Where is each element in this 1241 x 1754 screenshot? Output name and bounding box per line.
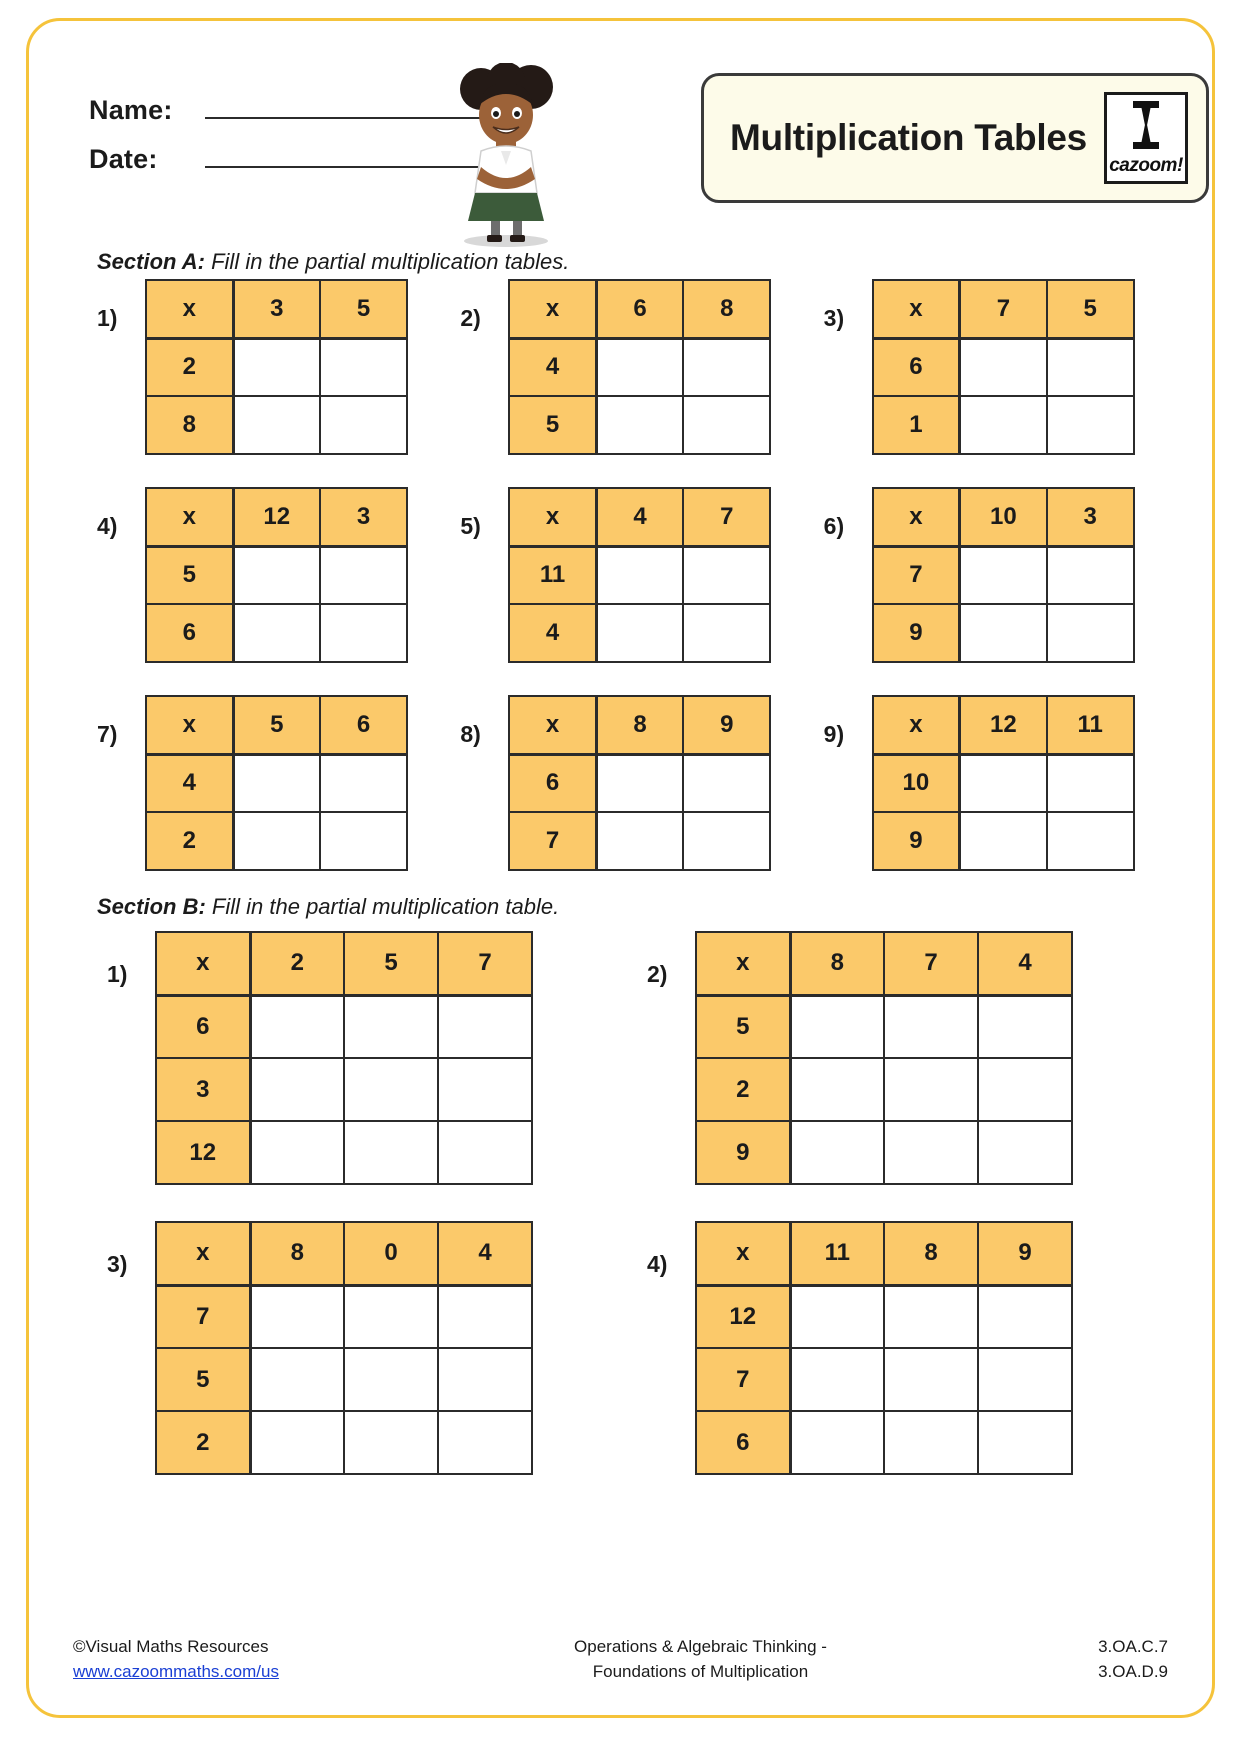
multiplication-table	[145, 695, 408, 871]
answer-cell[interactable]	[1047, 604, 1134, 662]
table-row	[146, 812, 407, 870]
answer-cell[interactable]	[596, 396, 683, 454]
answer-cell[interactable]	[320, 754, 407, 812]
row-header-cell: 4	[146, 754, 233, 812]
row-header-cell: 4	[509, 604, 596, 662]
row-header-cell: 6	[509, 754, 596, 812]
multiplication-table	[145, 487, 408, 663]
date-label: Date:	[89, 144, 158, 174]
table-header-row	[873, 696, 1134, 754]
row-header-cell: 12	[696, 1285, 790, 1348]
row-header-cell: 5	[509, 396, 596, 454]
column-header-cell: 9	[683, 696, 770, 754]
multiply-symbol-cell: x	[873, 488, 960, 546]
row-header-cell: 12	[156, 1121, 250, 1184]
answer-cell[interactable]	[1047, 338, 1134, 396]
answer-cell[interactable]	[978, 1121, 1072, 1184]
column-header-cell: 10	[960, 488, 1047, 546]
answer-cell[interactable]	[790, 1121, 884, 1184]
answer-cell[interactable]	[250, 1285, 344, 1348]
table-header-row	[146, 280, 407, 338]
table-row	[696, 1348, 1072, 1411]
multiplication-table	[508, 279, 771, 455]
answer-cell[interactable]	[978, 1058, 1072, 1121]
answer-cell[interactable]	[233, 396, 320, 454]
table-row	[509, 604, 770, 662]
exercise-item	[824, 487, 1187, 663]
column-header-cell: 8	[683, 280, 770, 338]
table-row	[156, 1121, 532, 1184]
column-header-cell: 5	[233, 696, 320, 754]
multiplication-table	[695, 1221, 1073, 1475]
exercise-item	[107, 1221, 647, 1475]
table-row	[696, 995, 1072, 1058]
exercise-item	[824, 279, 1187, 455]
exercise-number: 5)	[460, 513, 481, 539]
answer-cell[interactable]	[233, 812, 320, 870]
answer-cell[interactable]	[884, 1285, 978, 1348]
row-header-cell: 6	[696, 1411, 790, 1474]
table-row	[156, 1285, 532, 1348]
worksheet-header	[89, 71, 1209, 231]
table-row	[873, 546, 1134, 604]
table-row	[156, 1348, 532, 1411]
worksheet-title-box	[701, 73, 1209, 203]
multiply-symbol-cell: x	[509, 280, 596, 338]
name-field-row	[89, 95, 489, 126]
multiply-symbol-cell: x	[509, 488, 596, 546]
table-row	[873, 604, 1134, 662]
table-header-row	[873, 280, 1134, 338]
table-row	[509, 396, 770, 454]
exercise-item	[97, 279, 460, 455]
column-header-cell: 9	[978, 1222, 1072, 1285]
exercise-item	[97, 487, 460, 663]
row-header-cell: 9	[696, 1121, 790, 1184]
hourglass-icon	[1133, 101, 1159, 149]
answer-cell[interactable]	[884, 1121, 978, 1184]
answer-cell[interactable]	[596, 754, 683, 812]
answer-cell[interactable]	[250, 1411, 344, 1474]
table-header-row	[156, 1222, 532, 1285]
row-header-cell: 6	[873, 338, 960, 396]
answer-cell[interactable]	[233, 604, 320, 662]
table-row	[146, 396, 407, 454]
exercise-number: 4)	[97, 513, 118, 539]
column-header-cell: 2	[250, 932, 344, 995]
table-header-row	[156, 932, 532, 995]
table-header-row	[696, 1222, 1072, 1285]
answer-cell[interactable]	[320, 812, 407, 870]
answer-cell[interactable]	[683, 812, 770, 870]
answer-cell[interactable]	[683, 338, 770, 396]
multiply-symbol-cell: x	[146, 696, 233, 754]
exercise-item	[460, 695, 823, 871]
exercise-number: 6)	[823, 513, 845, 539]
table-row	[873, 812, 1134, 870]
multiplication-table	[508, 487, 771, 663]
section-a-heading	[97, 249, 569, 275]
logo-wordmark: cazoom!	[1109, 155, 1183, 176]
table-row	[873, 754, 1134, 812]
exercise-number: 2)	[647, 961, 668, 987]
answer-cell[interactable]	[790, 1348, 884, 1411]
row-header-cell: 1	[873, 396, 960, 454]
answer-cell[interactable]	[790, 995, 884, 1058]
multiplication-table	[145, 279, 408, 455]
exercise-item	[107, 931, 647, 1185]
table-header-row	[146, 488, 407, 546]
answer-cell[interactable]	[960, 546, 1047, 604]
answer-cell[interactable]	[790, 1058, 884, 1121]
row-header-cell: 7	[696, 1348, 790, 1411]
table-row	[156, 995, 532, 1058]
multiplication-table	[508, 695, 771, 871]
footer-right	[998, 1635, 1168, 1684]
footer-center	[403, 1635, 998, 1684]
exercise-number: 7)	[97, 721, 118, 747]
section-a-items	[97, 279, 1187, 871]
column-header-cell: 4	[438, 1222, 532, 1285]
multiply-symbol-cell: x	[873, 696, 960, 754]
answer-cell[interactable]	[438, 995, 532, 1058]
column-header-cell: 3	[1047, 488, 1134, 546]
column-header-cell: 7	[884, 932, 978, 995]
answer-cell[interactable]	[233, 338, 320, 396]
row-header-cell: 7	[509, 812, 596, 870]
answer-cell[interactable]	[438, 1285, 532, 1348]
answer-cell[interactable]	[884, 1058, 978, 1121]
table-row	[156, 1058, 532, 1121]
answer-cell[interactable]	[344, 1411, 438, 1474]
multiplication-table	[872, 279, 1135, 455]
exercise-item	[460, 279, 823, 455]
multiplication-table	[155, 1221, 533, 1475]
table-row	[146, 338, 407, 396]
standard-code-2: 3.OA.D.9	[1098, 1661, 1168, 1681]
row-header-cell: 9	[873, 604, 960, 662]
table-row	[696, 1058, 1072, 1121]
multiply-symbol-cell: x	[156, 932, 250, 995]
table-row	[509, 546, 770, 604]
website-link[interactable]: www.cazoommaths.com/us	[73, 1661, 279, 1681]
row-header-cell: 5	[146, 546, 233, 604]
exercise-item	[647, 1221, 1187, 1475]
exercise-number: 1)	[107, 961, 128, 987]
answer-cell[interactable]	[960, 396, 1047, 454]
column-header-cell: 3	[320, 488, 407, 546]
answer-cell[interactable]	[438, 1348, 532, 1411]
column-header-cell: 4	[978, 932, 1072, 995]
column-header-cell: 4	[596, 488, 683, 546]
answer-cell[interactable]	[884, 1348, 978, 1411]
column-header-cell: 6	[596, 280, 683, 338]
section-b-heading	[97, 894, 559, 920]
answer-cell[interactable]	[1047, 396, 1134, 454]
answer-cell[interactable]	[344, 995, 438, 1058]
exercise-number: 4)	[647, 1251, 668, 1277]
row-header-cell: 5	[156, 1348, 250, 1411]
table-row	[873, 338, 1134, 396]
column-header-cell: 6	[320, 696, 407, 754]
column-header-cell: 11	[1047, 696, 1134, 754]
exercise-number: 2)	[460, 305, 481, 331]
multiply-symbol-cell: x	[873, 280, 960, 338]
exercise-number: 9)	[823, 721, 845, 747]
section-b-instruction: Fill in the partial multiplication table.	[211, 894, 560, 919]
column-header-cell: 5	[320, 280, 407, 338]
table-header-row	[509, 488, 770, 546]
column-header-cell: 8	[250, 1222, 344, 1285]
section-b-label: Section B:	[97, 894, 206, 919]
table-row	[696, 1121, 1072, 1184]
answer-cell[interactable]	[683, 546, 770, 604]
date-field-row	[89, 144, 489, 175]
table-row	[873, 396, 1134, 454]
multiply-symbol-cell: x	[509, 696, 596, 754]
answer-cell[interactable]	[250, 1058, 344, 1121]
answer-cell[interactable]	[320, 546, 407, 604]
answer-cell[interactable]	[960, 604, 1047, 662]
answer-cell[interactable]	[320, 604, 407, 662]
answer-cell[interactable]	[250, 1348, 344, 1411]
table-row	[146, 754, 407, 812]
name-label: Name:	[89, 95, 173, 125]
column-header-cell: 7	[438, 932, 532, 995]
table-row	[509, 754, 770, 812]
table-row	[146, 546, 407, 604]
table-header-row	[873, 488, 1134, 546]
answer-cell[interactable]	[596, 338, 683, 396]
column-header-cell: 8	[596, 696, 683, 754]
exercise-number: 8)	[460, 721, 481, 747]
table-row	[509, 812, 770, 870]
column-header-cell: 7	[960, 280, 1047, 338]
page-title: Multiplication Tables	[730, 117, 1087, 158]
row-header-cell: 6	[146, 604, 233, 662]
answer-cell[interactable]	[978, 1285, 1072, 1348]
answer-cell[interactable]	[250, 995, 344, 1058]
row-header-cell: 7	[873, 546, 960, 604]
multiplication-table	[695, 931, 1073, 1185]
column-header-cell: 11	[790, 1222, 884, 1285]
multiply-symbol-cell: x	[156, 1222, 250, 1285]
answer-cell[interactable]	[438, 1411, 532, 1474]
row-header-cell: 9	[873, 812, 960, 870]
row-header-cell: 2	[156, 1411, 250, 1474]
table-row	[156, 1411, 532, 1474]
row-header-cell: 5	[696, 995, 790, 1058]
row-header-cell: 3	[156, 1058, 250, 1121]
standard-description-line1: Operations & Algebraic Thinking -	[574, 1637, 827, 1656]
answer-cell[interactable]	[438, 1121, 532, 1184]
table-row	[696, 1285, 1072, 1348]
name-date-block	[89, 95, 489, 193]
multiply-symbol-cell: x	[696, 1222, 790, 1285]
answer-cell[interactable]	[978, 1348, 1072, 1411]
column-header-cell: 12	[233, 488, 320, 546]
section-a-label: Section A:	[97, 249, 205, 274]
answer-cell[interactable]	[344, 1058, 438, 1121]
exercise-item	[460, 487, 823, 663]
column-header-cell: 7	[683, 488, 770, 546]
exercise-number: 3)	[107, 1251, 128, 1277]
answer-cell[interactable]	[344, 1285, 438, 1348]
column-header-cell: 0	[344, 1222, 438, 1285]
answer-cell[interactable]	[683, 396, 770, 454]
answer-cell[interactable]	[344, 1121, 438, 1184]
answer-cell[interactable]	[596, 546, 683, 604]
row-header-cell: 10	[873, 754, 960, 812]
answer-cell[interactable]	[596, 604, 683, 662]
row-header-cell: 6	[156, 995, 250, 1058]
answer-cell[interactable]	[960, 812, 1047, 870]
multiplication-table	[872, 487, 1135, 663]
row-header-cell: 2	[696, 1058, 790, 1121]
worksheet-footer	[73, 1635, 1168, 1695]
answer-cell[interactable]	[596, 812, 683, 870]
answer-cell[interactable]	[884, 995, 978, 1058]
multiplication-table	[155, 931, 533, 1185]
section-a-instruction: Fill in the partial multiplication tables.	[211, 249, 570, 274]
answer-cell[interactable]	[344, 1348, 438, 1411]
answer-cell[interactable]	[233, 754, 320, 812]
column-header-cell: 3	[233, 280, 320, 338]
column-header-cell: 5	[344, 932, 438, 995]
table-header-row	[509, 696, 770, 754]
exercise-number: 1)	[97, 305, 118, 331]
column-header-cell: 5	[1047, 280, 1134, 338]
answer-cell[interactable]	[683, 604, 770, 662]
answer-cell[interactable]	[1047, 754, 1134, 812]
row-header-cell: 7	[156, 1285, 250, 1348]
answer-cell[interactable]	[1047, 812, 1134, 870]
answer-cell[interactable]	[320, 338, 407, 396]
multiply-symbol-cell: x	[146, 280, 233, 338]
column-header-cell: 8	[884, 1222, 978, 1285]
row-header-cell: 11	[509, 546, 596, 604]
answer-cell[interactable]	[790, 1411, 884, 1474]
column-header-cell: 8	[790, 932, 884, 995]
answer-cell[interactable]	[978, 1411, 1072, 1474]
answer-cell[interactable]	[438, 1058, 532, 1121]
row-header-cell: 2	[146, 338, 233, 396]
row-header-cell: 4	[509, 338, 596, 396]
answer-cell[interactable]	[960, 338, 1047, 396]
multiplication-table	[872, 695, 1135, 871]
answer-cell[interactable]	[233, 546, 320, 604]
table-row	[696, 1411, 1072, 1474]
section-b-items	[107, 931, 1187, 1475]
answer-cell[interactable]	[978, 995, 1072, 1058]
student-mascot-illustration	[441, 63, 571, 248]
row-header-cell: 8	[146, 396, 233, 454]
cazoom-logo	[1104, 92, 1188, 184]
table-header-row	[696, 932, 1072, 995]
exercise-item	[824, 695, 1187, 871]
footer-left	[73, 1635, 403, 1684]
column-header-cell: 12	[960, 696, 1047, 754]
exercise-item	[647, 931, 1187, 1185]
table-header-row	[509, 280, 770, 338]
worksheet-page	[26, 18, 1215, 1718]
table-header-row	[146, 696, 407, 754]
copyright-text: ©Visual Maths Resources	[73, 1637, 269, 1656]
exercise-item	[97, 695, 460, 871]
standard-code-1: 3.OA.C.7	[1098, 1637, 1168, 1656]
answer-cell[interactable]	[1047, 546, 1134, 604]
standard-description-line2: Foundations of Multiplication	[592, 1661, 809, 1681]
answer-cell[interactable]	[960, 754, 1047, 812]
multiply-symbol-cell: x	[146, 488, 233, 546]
multiply-symbol-cell: x	[696, 932, 790, 995]
row-header-cell: 2	[146, 812, 233, 870]
table-row	[146, 604, 407, 662]
exercise-number: 3)	[823, 305, 845, 331]
answer-cell[interactable]	[320, 396, 407, 454]
answer-cell[interactable]	[790, 1285, 884, 1348]
answer-cell[interactable]	[250, 1121, 344, 1184]
table-row	[509, 338, 770, 396]
answer-cell[interactable]	[683, 754, 770, 812]
answer-cell[interactable]	[884, 1411, 978, 1474]
